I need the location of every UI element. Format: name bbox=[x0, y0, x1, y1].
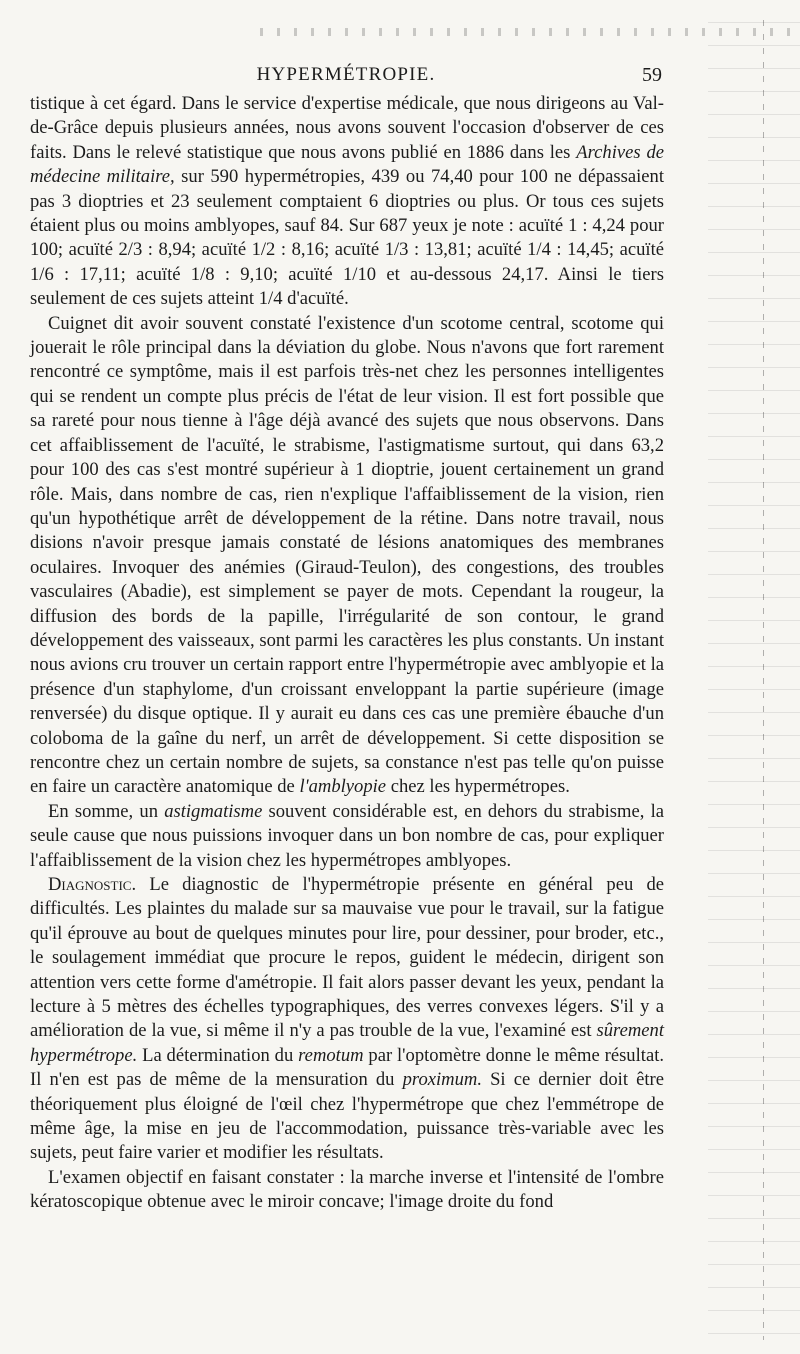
text-run: L'examen objectif en faisant constater : la marche inverse et l'intensité de l'ombre kératoscopique obtenue avec le miroir concave; l'image droite du fond bbox=[30, 1166, 664, 1213]
text-run: Le diagnostic de l'hypermétropie présente en général peu de difficultés. Les plaintes du malade sur sa mauvaise vue pour le travail, sur la fatigue qu'il éprouve au bout de quelques minutes pour lire, pour dessiner, pour broder, etc., le soulagement immédiat que procure le repos, guident le médecin, dirigent son attention vers cette forme d'amétropie. Il fait alors passer devant les yeux, pendant la lecture à 5 mètres des échelles typographiques, des verres convexes légers. S'il y a amélioration de la vue, si même il n'y a pas trouble de la vue, l'examiné est bbox=[30, 874, 664, 1042]
paragraph-statistics bbox=[30, 92, 664, 312]
text-run: Cuignet dit avoir souvent constaté l'existence d'un scotome central, scotome qui jouerait le rôle principal dans la déviation du globe. Nous n'avons que fort rarement rencontré ce symptôme, mais il est parfois très-net chez les personnes intelligentes qui se rendent un compte plus précis de l'état de leur vision. Il est fort possible que sa rareté pour nous tienne à l'âge déjà avancé des sujets que nous observons. Dans cet affaiblissement de l'acuïté, le strabisme, l'astigmatisme surtout, qui dans 63,2 pour 100 des cas s'est montré supérieur à 1 dioptrie, jouent certainement un grand rôle. Mais, dans nombre de cas, rien n'explique l'affaiblissement de la vision, rien qu'un hypothétique arrêt de développement de la rétine. Dans notre travail, nous disions n'avoir presque jamais constaté de lésions anatomiques des membranes oculaires. Invoquer des anémies (Giraud-Teulon), des congestions, des troubles vasculaires (Abadie), est simplement se payer de mots. Cependant la rougeur, la diffusion des bords de la papille, l'irrégularité de son contour, le grand développement des vaisseaux, sont parmi les caractères les plus constants. Un instant nous avions cru trouver un certain rapport entre l'hypermétropie avec amblyopie et la présence d'un staphylome, d'un croissant enveloppant la partie supérieure (image renversée) du disque optique. Il y aurait eu dans ces cas une première ébauche d'un coloboma de la gaîne du nerf, un arrêt de développement. Si cette disposition se rencontre chez un certain nombre de sujets, sa constance n'est pas telle qu'on puisse en faire un caractère anatomique de bbox=[30, 312, 664, 798]
text-run: souvent considérable est, en dehors du strabisme, la seule cause que nous puissions invoquer dans un bon nombre de cas, pour expliquer l'affaiblissement de la vision chez les hypermétropes amblyopes. bbox=[30, 800, 664, 871]
paragraph-scotome bbox=[30, 312, 664, 800]
text-run: tistique à cet égard. Dans le service d'expertise médicale, que nous dirigeons au Val-de-Grâce depuis plusieurs années, nous avons souvent l'occasion d'observer de ces faits. Dans le relevé statistique que nous avons publié en 1886 dans les bbox=[30, 93, 664, 163]
text-run: par l'optomètre donne le même résultat. Il n'en est pas de même de la mensuration du bbox=[30, 1044, 665, 1091]
paragraph-en-somme bbox=[30, 800, 664, 873]
italic-term: astigmatisme bbox=[164, 800, 263, 822]
page-number: 59 bbox=[642, 64, 662, 86]
italic-term: remotum bbox=[298, 1044, 364, 1066]
paragraph-diagnostic bbox=[30, 873, 664, 1166]
page-edge-shadow bbox=[708, 0, 800, 1354]
text-run: chez les hypermétropes. bbox=[386, 776, 570, 798]
italic-term: l'amblyopie bbox=[299, 776, 387, 798]
text-run: La détermination du bbox=[137, 1044, 299, 1066]
running-title: HYPERMÉTROPIE. bbox=[256, 64, 436, 85]
page-header bbox=[30, 64, 662, 88]
section-label: Diagnostic. bbox=[48, 874, 137, 895]
page-body bbox=[30, 92, 664, 1215]
text-run: En somme, un bbox=[48, 800, 165, 822]
text-run: sur 590 hypermétropies, 439 ou 74,40 pour 100 ne dépassaient pas 3 dioptries et 23 seulement comptaient 6 dioptries ou plus. Or tous ces sujets étaient plus ou moins amblyopes, sauf 84. Sur 687 yeux je note : acuïté 1 : 4,24 pour 100; acuïté 2/3 : 8,94; acuïté 1/2 : 8,16; acuïté 1/3 : 13,81; acuïté 1/4 : 14,45; acuïté 1/6 : 17,11; acuïté 1/8 : 9,10; acuïté 1/10 et au-dessous 24,17. Ainsi le tiers seulement de ces sujets atteint 1/4 d'acuïté. bbox=[30, 166, 664, 310]
italic-term: sûrement hypermétrope. bbox=[30, 1020, 664, 1066]
journal-title: Archives de médecine militaire, bbox=[30, 141, 664, 188]
page-edge-line bbox=[763, 20, 764, 1340]
text-run: Si ce dernier doit être théoriquement plus éloigné de l'œil chez l'hypermétrope que chez l'emmétrope de même âge, la mise en jeu de l'accommodation, puissance très-variable avec les sujets, peut faire varier et modifier les résultats. bbox=[30, 1069, 664, 1164]
paragraph-examen bbox=[30, 1166, 664, 1215]
italic-term: proximum. bbox=[402, 1069, 482, 1091]
